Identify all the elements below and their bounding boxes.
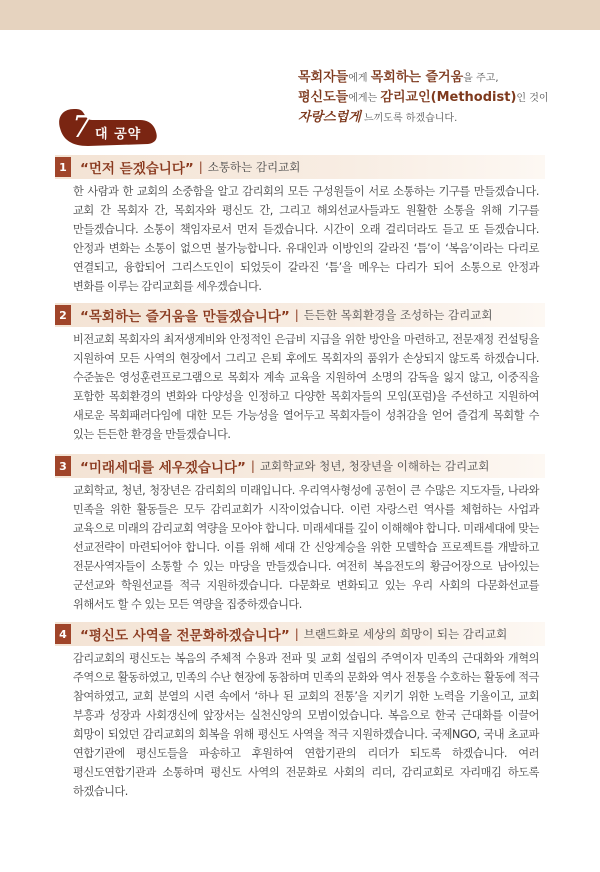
section-title: “미래세대를 세우겠습니다” xyxy=(80,460,246,476)
pledge-section-3 xyxy=(55,454,545,614)
section-title: “먼저 듣겠습니다” xyxy=(80,161,194,177)
tagline-line-2 xyxy=(298,88,588,108)
tagline-line-1 xyxy=(298,68,588,88)
section-subtitle: 든든한 목회환경을 조성하는 감리교회 xyxy=(303,308,493,322)
top-color-band xyxy=(0,0,600,30)
section-subtitle: 브랜드화로 세상의 희망이 되는 감리교회 xyxy=(303,627,508,641)
section-body: 한 사람과 한 교회의 소중함을 알고 감리회의 모든 구성원들이 서로 소통하는 기구를 만들겠습니다. 교회 간 목회자 간, 목회자와 평신도 간, 그리고 해외선교사들과도 원활한 소통을 위해 기구를 만들겠습니다. 소통이 책임자로서 먼저 듣겠습니다. 시간이 오래 걸리더라도 듣고 또 듣겠습니다. 안정과 변화는 소통이 없으면 불가능합니다. 유대인과 이방인의 갈라진 ‘틈’이 ‘복음’이라는 다리로 연결되고, 융합되어 그리스도인이 되었듯이 갈라진 ‘틈’을 메우는 다리가 되어 소통으로 안정과 변화를 이루는 감리교회를 세우겠습니다. xyxy=(73,185,539,293)
tagline-line-3 xyxy=(298,108,588,128)
tagline-emphasis: 자랑스럽게 xyxy=(298,110,361,125)
pledge-section-1 xyxy=(55,155,545,296)
badge-label: 대 공약 xyxy=(95,127,142,142)
section-divider: | xyxy=(198,160,203,174)
section-header xyxy=(55,454,545,478)
section-number: 4 xyxy=(55,624,71,644)
pledge-section-2 xyxy=(55,303,545,444)
tagline-text: 에게는 xyxy=(348,93,381,104)
section-header xyxy=(55,303,545,327)
section-header xyxy=(55,622,545,646)
section-number: 3 xyxy=(55,456,71,476)
tagline-text: 인 것이 xyxy=(516,93,549,104)
section-header xyxy=(55,155,545,179)
tagline-emphasis: 평신도들 xyxy=(298,90,349,105)
section-divider: | xyxy=(294,627,299,641)
section-divider: | xyxy=(294,308,299,322)
section-body: 교회학교, 청년, 청장년은 감리회의 미래입니다. 우리역사형성에 공헌이 큰 수많은 지도자들, 나라와 민족을 위한 활동들은 모두 감리교회가 시작이었습니다. 이런 자랑스런 역사를 체험하는 사업과 교육으로 미래의 감리교회 역량을 모아야 합니다. 미래세대를 깊이 이해해야 합니다. 미래세대에 맞는 선교전략이 마련되어야 합니다. 이를 위해 세대 간 신앙계승을 위한 모델학습 프로젝트를 개발하고 전문사역자들이 소통할 수 있는 마당을 만들겠습니다. 여전히 복음전도의 황금어장으로 남아있는 군선교와 학원선교를 적극 지원하겠습니다. 다문화로 변화되고 있는 우리 사회의 다문화선교를 위해서도 할 수 있는 모든 역량을 집중하겠습니다. xyxy=(73,484,539,611)
section-number: 1 xyxy=(55,157,71,177)
section-number: 2 xyxy=(55,305,71,325)
pledge-section-4 xyxy=(55,622,545,801)
section-body: 감리교회의 평신도는 복음의 주체적 수용과 전파 및 교회 설립의 주역이자 민족의 근대화와 개혁의 주역으로 활동하였고, 민족의 수난 현장에 동참하며 민족의 문화와 역사 전통을 수호하는 활동에 적극 참여하였고, 교회 분열의 시련 속에서 ‘하나 된 교회의 전통’을 지키기 위한 노력을 기울이고, 교회 부흥과 성장과 사회갱신에 앞장서는 실천신앙의 모범이었습니다. 복음으로 한국 근대화를 이끌어 희망이 되었던 감리교회의 회복을 위해 평신도 사역을 적극 지원하겠습니다. 국제NGO, 국내 초교파 연합기관에 평신도들을 파송하고 후원하여 연합기관의 리더가 되도록 하겠습니다. 여러 평신도연합기관과 소통하며 평신도 사역의 전문화로 사회의 리더, 감리교회로 자리매김 하도록 하겠습니다. xyxy=(73,652,539,798)
tagline-text: 느끼도록 하겠습니다. xyxy=(360,113,458,124)
section-subtitle: 교회학교와 청년, 청장년을 이해하는 감리교회 xyxy=(259,459,490,473)
tagline-text: 을 주고, xyxy=(463,73,499,84)
section-title: “목회하는 즐거움을 만들겠습니다” xyxy=(80,309,290,325)
section-divider: | xyxy=(250,459,255,473)
section-title: “평신도 사역을 전문화하겠습니다” xyxy=(80,628,290,644)
tagline-emphasis: 감리교인(Methodist) xyxy=(380,90,517,105)
section-body: 비전교회 목회자의 최저생계비와 안정적인 은급비 지급을 위한 방안을 마련하고, 전문재정 컨설팅을 지원하여 모든 사역의 현장에서 그리고 은퇴 후에도 목회자의 품위가 손상되지 않도록 하겠습니다. 수준높은 영성훈련프로그램으로 목회자 계속 교육을 지원하여 소명의 감독을 잃지 않고, 이중직을 포함한 목회환경의 변화와 다양성을 인정하고 다양한 목회자들의 모임(포럼)을 주선하고 지원하여 새로운 목회패러다임에 대한 모든 가능성을 열어두고 목회자들이 성취감을 얻어 즐겁게 목회할 수 있는 든든한 환경을 만들겠습니다. xyxy=(73,333,539,441)
tagline xyxy=(298,68,588,128)
tagline-emphasis: 목회자들 xyxy=(298,70,349,85)
tagline-text: 에게 xyxy=(348,73,371,84)
section-subtitle: 소통하는 감리교회 xyxy=(207,160,301,174)
tagline-emphasis: 목회하는 즐거움 xyxy=(370,70,464,85)
badge-number: 7 xyxy=(72,110,92,145)
seven-pledges-badge xyxy=(52,106,160,152)
